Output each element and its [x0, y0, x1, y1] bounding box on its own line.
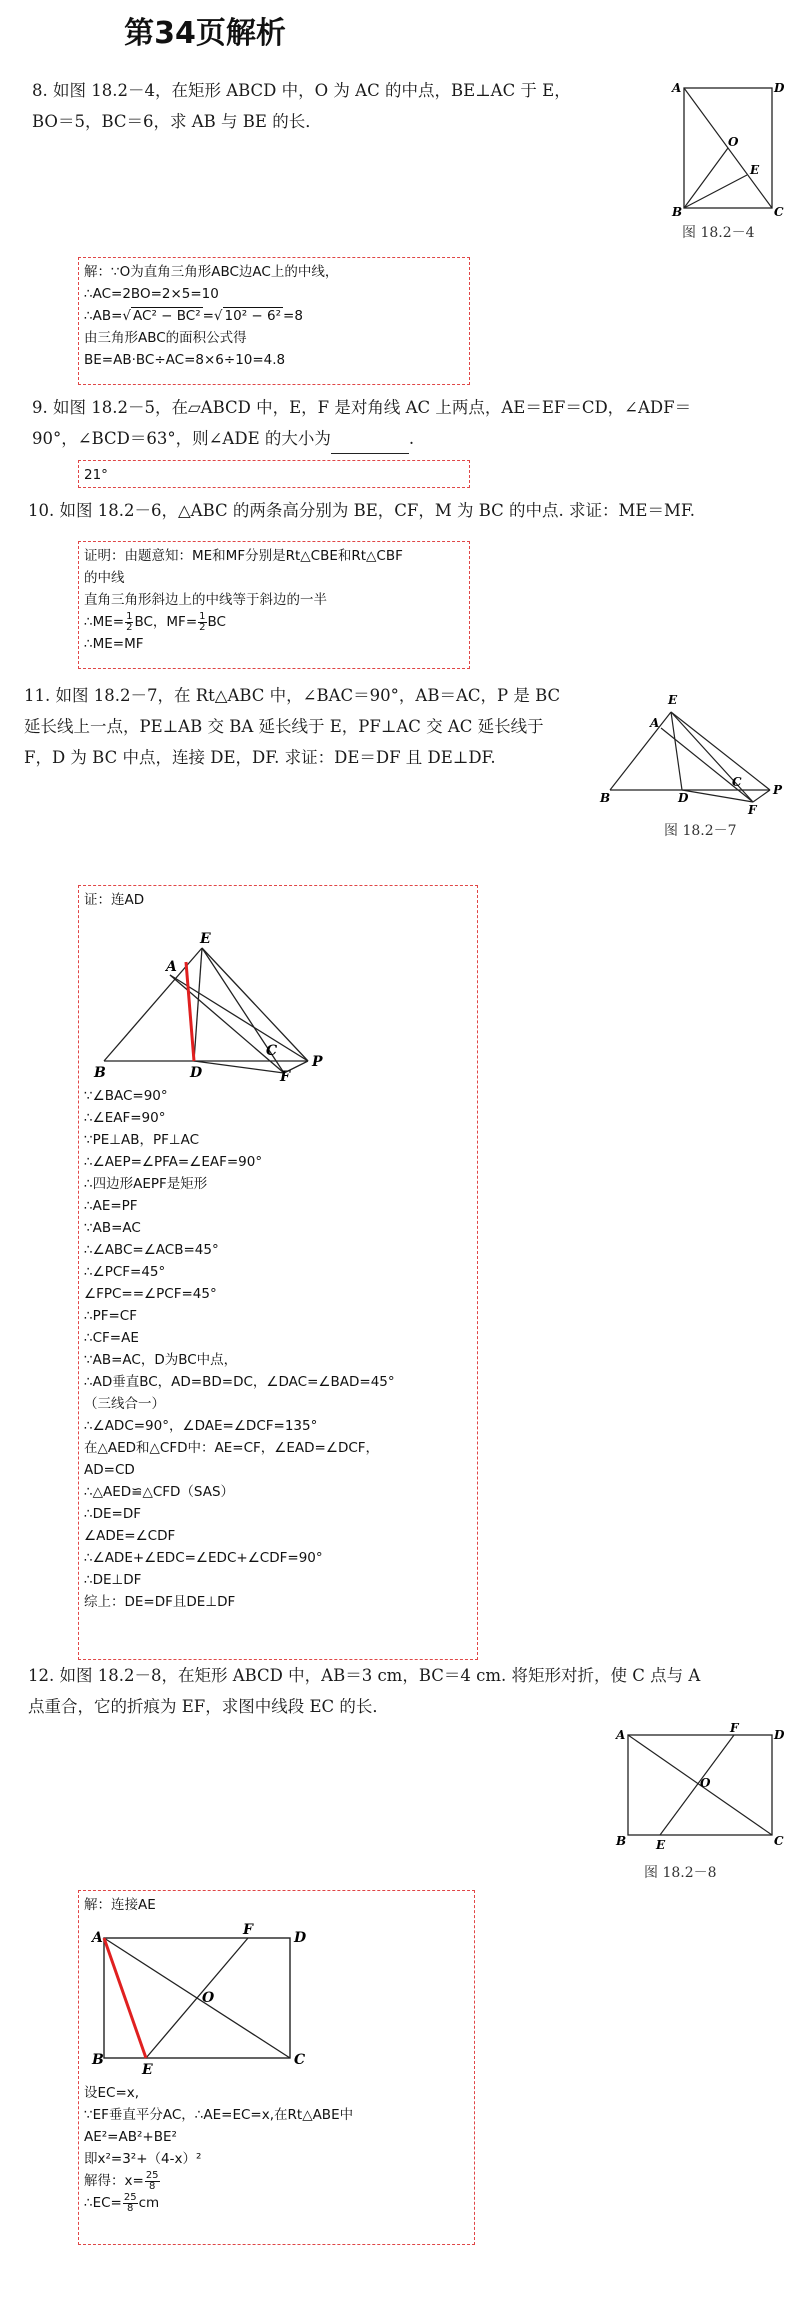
fig4-label-a: A [672, 81, 682, 95]
half-numerator-2: 1 [199, 610, 206, 622]
problem-8-text [32, 75, 672, 137]
answer-11-line-11: ∴PF=CF [84, 1308, 137, 1324]
answer-12-box [78, 1890, 475, 2245]
figure-18-2-7-caption: 图 18.2－7 [664, 823, 737, 839]
answer-11-line-17: 在△AED和△CFD中：AE=CF，∠EAD=∠DCF， [84, 1440, 380, 1456]
result-numerator-1: 25 [145, 2169, 159, 2181]
problem-9-period: . [408, 429, 415, 448]
answer-8-sqrt-1: AC² − BC² [133, 308, 201, 324]
page-title: 第34页解析 [124, 16, 286, 51]
answer-11-line-20: ∴DE=DF [84, 1506, 141, 1522]
fig11-label-f: F [280, 1069, 290, 1085]
problem-10-text [28, 495, 793, 526]
problem-9-line-1: 9. 如图 18.2－5，在▱ABCD 中，E，F 是对角线 AC 上两点，AE＝EF＝CD，∠ADF＝ [32, 398, 692, 417]
figure-18-2-4-caption: 图 18.2－4 [682, 225, 755, 241]
problem-8-line-1: 8. 如图 18.2－4，在矩形 ABCD 中，O 为 AC 的中点，BE⊥AC 于 E， [32, 81, 571, 100]
answer-11-line-16: ∴∠ADC=90°，∠DAE=∠DCF=135° [84, 1418, 318, 1434]
fig8-label-b: B [616, 1834, 627, 1848]
problem-8-line-2: BO＝5，BC＝6，求 AB 与 BE 的长． [32, 112, 322, 131]
answer-8-line-4: 由三角形ABC的面积公式得 [84, 330, 247, 346]
fig12-label-f: F [243, 1922, 253, 1938]
fig11-label-a: A [166, 959, 177, 975]
fig8-label-a: A [616, 1728, 626, 1742]
answer-11-line-9: ∴∠PCF=45° [84, 1264, 166, 1280]
fig12-label-b: B [92, 2052, 104, 2068]
answer-11-line-8: ∴∠ABC=∠ACB=45° [84, 1242, 219, 1258]
answer-11-line-0: 证：连AD [84, 892, 145, 908]
answer-11-line-12: ∴CF=AE [84, 1330, 139, 1346]
problem-9-line-2-text: 90°，∠BCD＝63°，则∠ADE 的大小为 [32, 429, 331, 448]
answer-8-result: =8 [283, 308, 303, 324]
fig8-label-o: O [700, 1776, 711, 1790]
answer-11-box [78, 885, 478, 1660]
fig7-label-b: B [600, 791, 611, 805]
problem-11-text [24, 680, 614, 773]
answer-8-line-1: 解：∵O为直角三角形ABC边AC上的中线， [84, 264, 339, 280]
answer-8-line-2: ∴AC=2BO=2×5=10 [84, 286, 219, 302]
answer-11-line-5: ∴四边形AEPF是矩形 [84, 1176, 208, 1192]
fig8-label-e: E [656, 1838, 666, 1852]
fig4-label-d: D [774, 81, 785, 95]
fig4-label-e: E [750, 163, 760, 177]
answer-10-line-1: 证明：由题意知：ME和MF分别是Rt△CBE和Rt△CBF [84, 548, 403, 564]
answer-8-ab-label: ∴AB= [84, 308, 123, 324]
fig8-label-f: F [730, 1721, 739, 1735]
fig8-label-c: C [774, 1834, 784, 1848]
answer-8-line-5: BE=AB·BC÷AC=8×6÷10=4.8 [84, 352, 286, 368]
fig11-label-b: B [94, 1065, 106, 1081]
problem-11-line-2: 延长线上一点，PE⊥AB 交 BA 延长线于 E，PF⊥AC 交 AC 延长线于 [24, 717, 544, 736]
fig11-label-p: P [312, 1054, 323, 1070]
answer-12-line-5: 即x²=3²+（4-x）² [84, 2151, 202, 2167]
answer-11-line-19: ∴△AED≌△CFD（SAS） [84, 1484, 235, 1500]
answer-11-steps [84, 1085, 472, 1613]
answer-12-line-1: 解：连接AE [84, 1897, 156, 1913]
answer-10-line-2: 的中线 [84, 570, 125, 586]
fig11-label-c: C [266, 1043, 278, 1059]
fig11-label-e: E [200, 931, 211, 947]
fig4-label-c: C [774, 205, 784, 219]
answer-10-me: ∴ME= [84, 614, 125, 630]
fig7-label-d: D [678, 791, 689, 805]
answer-10-line-5: ∴ME=MF [84, 636, 144, 652]
fig4-label-o: O [728, 135, 739, 149]
answer-11-line-23: ∴DE⊥DF [84, 1572, 142, 1588]
half-fraction-1 [125, 612, 133, 633]
half-denominator-1: 2 [126, 621, 133, 633]
answer-11-line-1: ∵∠BAC=90° [84, 1088, 168, 1104]
fig7-label-p: P [773, 783, 783, 797]
answer-12-solve-label: 解得：x= [84, 2173, 144, 2189]
problem-12-text [28, 1660, 793, 1722]
half-denominator-2: 2 [199, 621, 206, 633]
answer-10-mf: BC，MF= [134, 614, 198, 630]
answer-8-equals: = [202, 308, 214, 324]
answer-11-line-3: ∵PE⊥AB，PF⊥AC [84, 1132, 200, 1148]
answer-12-line-3: ∵EF垂直平分AC，∴AE=EC=x,在Rt△ABE中 [84, 2107, 354, 2123]
fig12-label-a: A [92, 1930, 103, 1946]
answer-8-box [78, 257, 470, 385]
answer-10-box [78, 541, 470, 669]
answer-12-unit: cm [138, 2195, 160, 2211]
answer-10-line-4 [84, 611, 464, 633]
result-numerator-2: 25 [123, 2191, 137, 2203]
answer-11-line-6: ∴AE=PF [84, 1198, 138, 1214]
half-numerator-1: 1 [126, 610, 133, 622]
problem-9-text [32, 392, 792, 454]
answer-11-line-15: （三线合一） [84, 1396, 165, 1412]
fig7-label-c: C [732, 775, 742, 789]
fig12-label-e: E [142, 2062, 153, 2078]
answer-10-bc: BC [207, 614, 226, 630]
answer-12-line-2: 设EC=x, [84, 2085, 140, 2101]
fig7-label-e: E [668, 693, 678, 707]
fig12-label-c: C [294, 2052, 306, 2068]
answer-10-line-3: 直角三角形斜边上的中线等于斜边的一半 [84, 592, 327, 608]
problem-12-line-2: 点重合，它的折痕为 EF，求图中线段 EC 的长． [28, 1697, 389, 1716]
answer-11-line-24: 综上：DE=DF且DE⊥DF [84, 1594, 236, 1610]
answer-8-sqrt-2: 10² − 6² [224, 308, 282, 324]
fig4-label-b: B [672, 205, 683, 219]
fig7-label-f: F [748, 803, 757, 817]
answer-11-line-21: ∠ADE=∠CDF [84, 1528, 176, 1544]
answer-11-line-4: ∴∠AEP=∠PFA=∠EAF=90° [84, 1154, 263, 1170]
fig7-label-a: A [650, 716, 660, 730]
answer-11-line-18: AD=CD [84, 1462, 135, 1478]
answer-12-ec-label: ∴EC= [84, 2195, 122, 2211]
answer-11-line-14: ∴AD垂直BC，AD=BD=DC，∠DAC=∠BAD=45° [84, 1374, 395, 1390]
answer-11-figure [94, 913, 334, 1083]
figure-18-2-8-caption: 图 18.2－8 [644, 1865, 717, 1881]
answer-12-line-6 [84, 2170, 469, 2192]
fig12-label-o: O [202, 1990, 215, 2006]
figure-18-2-7 [598, 690, 788, 817]
result-denominator-2: 8 [127, 2202, 134, 2214]
problem-11-line-3: F，D 为 BC 中点，连接 DE，DF. 求证：DE＝DF 且 DE⊥DF. [24, 748, 496, 767]
answer-11-line-7: ∵AB=AC [84, 1220, 141, 1236]
answer-11-line-13: ∵AB=AC，D为BC中点， [84, 1352, 238, 1368]
result-denominator-1: 8 [148, 2180, 156, 2192]
problem-12-line-1: 12. 如图 18.2－8，在矩形 ABCD 中，AB＝3 cm，BC＝4 cm. 将矩形对折，使 C 点与 A [28, 1666, 701, 1685]
answer-8-line-3: ∴AB=√ AC² − BC² =√ 10² − 6² =8 [84, 308, 303, 324]
result-fraction-2 [123, 2193, 138, 2214]
fig8-label-d: D [774, 1728, 785, 1742]
answer-9-value: 21° [84, 467, 108, 483]
answer-11-line-10: ∠FPC==∠PCF=45° [84, 1286, 217, 1302]
answer-9-box [78, 460, 470, 488]
answer-blank [331, 437, 409, 454]
answer-11-line-22: ∴∠ADE+∠EDC=∠EDC+∠CDF=90° [84, 1550, 323, 1566]
answer-12-line-7 [84, 2192, 469, 2214]
figure-18-2-4 [668, 80, 783, 220]
fig12-label-d: D [294, 1930, 307, 1946]
problem-10-line-1: 10. 如图 18.2－6，△ABC 的两条高分别为 BE，CF，M 为 BC 的中点. 求证：ME＝MF. [28, 501, 695, 520]
problem-9-line-2 [32, 423, 792, 454]
result-fraction-1 [145, 2171, 160, 2192]
half-fraction-2 [198, 612, 206, 633]
answer-12-figure [90, 1920, 320, 2080]
problem-11-line-1: 11. 如图 18.2－7，在 Rt△ABC 中，∠BAC＝90°，AB＝AC，P 是 BC [24, 686, 561, 705]
figure-18-2-8 [608, 1721, 788, 1855]
fig11-label-d: D [190, 1065, 203, 1081]
answer-12-line-4: AE²=AB²+BE² [84, 2129, 177, 2145]
answer-11-line-2: ∴∠EAF=90° [84, 1110, 166, 1126]
